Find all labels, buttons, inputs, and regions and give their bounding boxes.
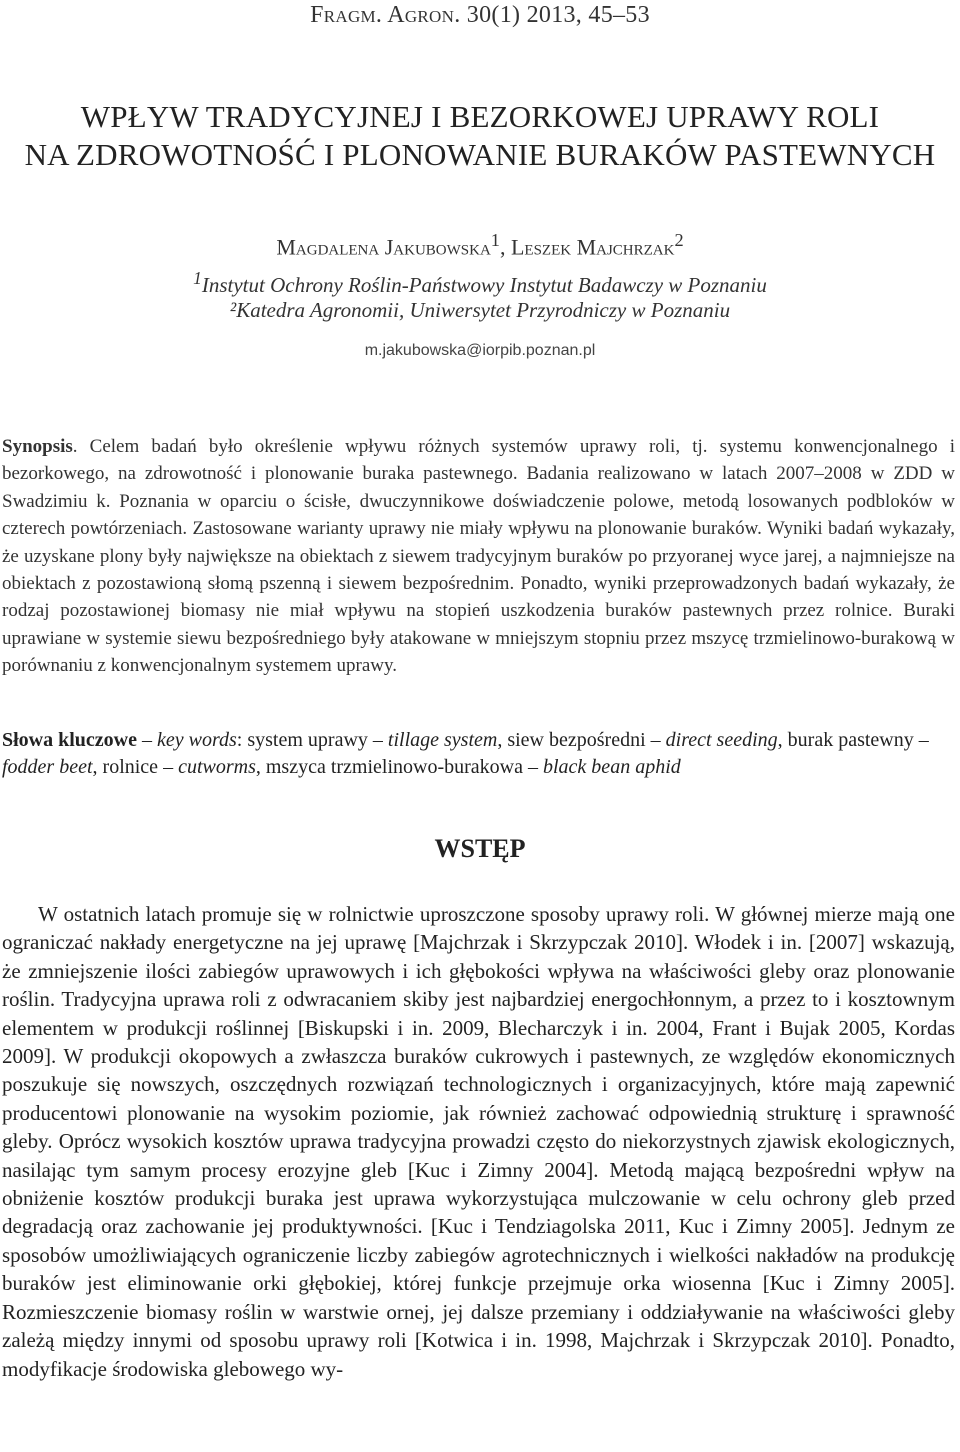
keyword-pl: siew bezpośredni [507, 729, 646, 751]
author-affiliation-mark: 1 [490, 230, 500, 250]
section-heading: WSTĘP [434, 834, 526, 863]
paper-title [0, 98, 960, 174]
abstract-text: . Celem badań było określenie wpływu różnych systemów uprawy roli, tj. systemu konwencjonalnego i bezorkowego, na zdrowotność i plonowanie buraka pastewnego. Badania realizowano w latach 2007–2008 w ZDD w Swadzimiu k. Poznania w oparciu o ścisłe, dwuczynnikowe doświadczenie polowe, metodą losowanych podbloków w czterech powtórzeniach. Zastosowane warianty uprawy nie miały wpływu na plonowanie buraków. Wyniki badań wykazały, że uzyskane plony były największe na obiektach z siewem tradycyjnym buraków po przyoranej wyce jarej, a najmniejsze na obiektach z pozostawioną słomą pszenną i siewem bezpośrednim. Ponadto, wyniki przeprowadzonych badań wykazały, że rodzaj pozostawionej biomasy nie miał wpływu na stopień uszkodzenia buraków pastewnych przez rolnice. Buraki uprawiane w systemie siewu bezpośredniego były atakowane w mniejszym stopniu przez mszycę trzmielinowo-burakową w porównaniu z konwencjonalnym systemem uprawy. [2, 436, 955, 677]
author-affiliation-mark: 2 [674, 230, 684, 250]
author-name: Leszek Majchrzak [510, 234, 675, 260]
affiliation-mark: ² [229, 298, 237, 322]
affiliation-mark: 1 [193, 268, 202, 288]
keyword-pl: rolnice [102, 756, 159, 778]
keyword-en: direct seeding [665, 729, 778, 751]
title-line-1: WPŁYW TRADYCYJNEJ I BEZORKOWEJ UPRAWY ROLI [80, 99, 880, 134]
keyword-en: cutworms [178, 756, 256, 778]
author-list [0, 230, 960, 260]
keyword-en: tillage system [387, 729, 498, 751]
author-name: Magdalena Jakubowska [276, 234, 491, 260]
keywords-label: Słowa kluczowe [2, 729, 137, 751]
keywords-en-label: key words [157, 729, 237, 751]
affiliation-1 [0, 268, 960, 298]
affiliation-2 [0, 298, 960, 323]
affiliation-text: Instytut Ochrony Roślin-Państwowy Instytut Badawczy w Poznaniu [201, 273, 767, 297]
affiliation-text: Katedra Agronomii, Uniwersytet Przyrodniczy w Poznaniu [236, 298, 731, 322]
abstract-label: Synopsis [2, 436, 73, 457]
keyword-pl: mszyca trzmielinowo-burakowa [265, 756, 523, 778]
corresponding-email: m.jakubowska@iorpib.poznan.pl [364, 342, 596, 359]
title-line-2: NA ZDROWOTNOŚĆ I PLONOWANIE BURAKÓW PASTEWNYCH [24, 137, 936, 172]
body-paragraph: W ostatnich latach promuje się w rolnictwie uproszczone sposoby uprawy roli. W głównej mierze mają one ograniczać nakłady energetyczne na jej uprawę [Majchrzak i Skrzypczak 2010]. Włodek i in. [2007] wskazują, że zmniejszenie ilości zabiegów uprawowych i ich głębokości wpływa na właściwości gleby oraz plonowanie roślin. Tradycyjna uprawa roli z odwracaniem skiby jest najbardziej energochłonnym, a przez to i kosztownym elementem w produkcji roślinnej [Biskupski i in. 2009, Blecharczyk i in. 2004, Frant i Bujak 2005, Kordas 2009]. W produkcji okopowych a zwłaszcza buraków cukrowych i pastewnych, ze względów ekonomicznych poszukuje się nowszych, oszczędnych rozwiązań technologicznych i organizacyjnych, które mają zapewnić producentowi plonowanie na wysokim poziomie, jak również zachować odpowiednią strukturę i sprawność gleby. Oprócz wysokich kosztów uprawa tradycyjna prowadzi często do niekorzystnych zjawisk ekologicznych, nasilając tym samym procesy erozyjne gleb [Kuc i Zimny 2004]. Metodą mającą bezpośredni wpływ na obniżenie kosztów produkcji buraka jest uprawa wykorzystująca mulczowanie w celu ochrony gleb przed degradacją oraz zachowanie jej produktywności. [Kuc i Tendziagolska 2011, Kuc i Zimny 2005]. Jednym ze sposobów umożliwiających ograniczenie liczby zabiegów agrotechnicznych i wielkości nakładów na produkcję buraków jest eliminowanie orki głębokiej, której funkcje przejmuje orka wiosenna [Kuc i Zimny 2005]. Rozmieszczenie biomasy roślin w warstwie ornej, jej dalsze przemiany i oddziaływanie na właściwości gleby zależą między innymi od sposobu uprawy roli [Kotwica i in. 1998, Majchrzak i Skrzypczak 2010]. Ponadto, modyfikacje środowiska glebowego wy- [2, 902, 955, 1381]
keyword-en: black bean aphid [543, 756, 681, 778]
author-separator: , [499, 234, 511, 260]
abstract [2, 433, 955, 680]
keyword-pl: system uprawy [247, 729, 368, 751]
keywords: Słowa kluczowe – key words: system uprawy – tillage system, siew bezpośredni – direct seeding, burak pastewny – fodder beet, rolnice – cutworms, mszyca trzmielinowo-burakowa – black bean aphid [2, 729, 929, 778]
journal-citation: Fragm. Agron. 30(1) 2013, 45–53 [310, 2, 650, 28]
keyword-en: fodder beet [2, 756, 93, 778]
keyword-pl: burak pastewny [787, 729, 914, 751]
